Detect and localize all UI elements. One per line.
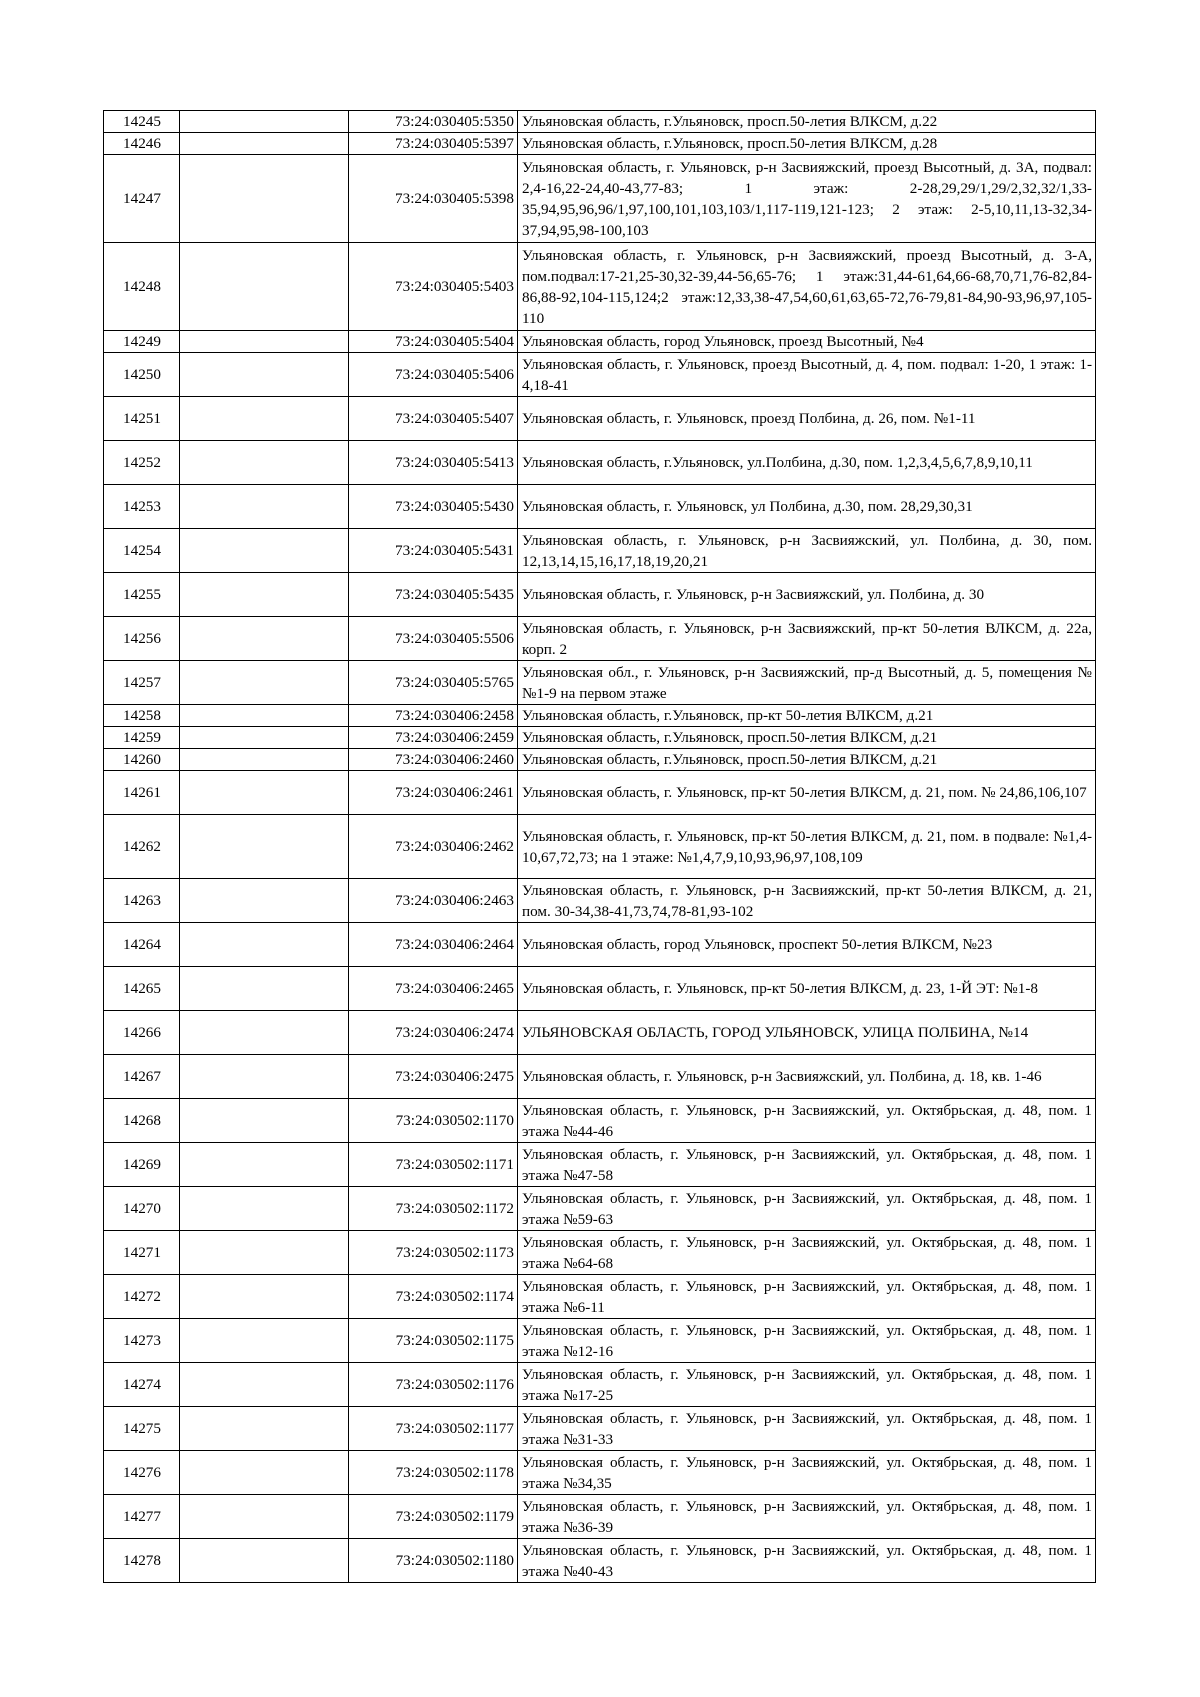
- row-number-cell: 14250: [104, 353, 180, 397]
- table-row: [104, 617, 1096, 661]
- cadastral-number-cell: 73:24:030405:5404: [349, 331, 518, 353]
- table-row: [104, 441, 1096, 485]
- address-cell: Ульяновская область, г. Ульяновск, р-н Засвияжский, ул. Полбина, д. 30, пом. 12,13,14,15,16,17,18,19,20,21: [518, 529, 1096, 573]
- cadastral-number-cell: 73:24:030406:2459: [349, 727, 518, 749]
- empty-cell: [180, 1011, 349, 1055]
- row-number-cell: 14277: [104, 1495, 180, 1539]
- table-row: [104, 1495, 1096, 1539]
- table-row: [104, 111, 1096, 133]
- cadastral-number-cell: 73:24:030502:1178: [349, 1451, 518, 1495]
- address-cell: Ульяновская область, г. Ульяновск, р-н Засвияжский, ул. Октябрьская, д. 48, пом. 1 этажа №12-16: [518, 1319, 1096, 1363]
- cadastral-number-cell: 73:24:030405:5350: [349, 111, 518, 133]
- address-cell: Ульяновская область, г.Ульяновск, просп.50-летия ВЛКСМ, д.22: [518, 111, 1096, 133]
- row-number-cell: 14245: [104, 111, 180, 133]
- empty-cell: [180, 397, 349, 441]
- table-row: [104, 1451, 1096, 1495]
- address-cell: Ульяновская область, г. Ульяновск, р-н Засвияжский, ул. Октябрьская, д. 48, пом. 1 этажа №31-33: [518, 1407, 1096, 1451]
- cadastral-number-cell: 73:24:030405:5398: [349, 155, 518, 243]
- empty-cell: [180, 923, 349, 967]
- cadastral-number-cell: 73:24:030406:2465: [349, 967, 518, 1011]
- table-row: [104, 923, 1096, 967]
- cadastral-number-cell: 73:24:030405:5765: [349, 661, 518, 705]
- row-number-cell: 14263: [104, 879, 180, 923]
- row-number-cell: 14274: [104, 1363, 180, 1407]
- empty-cell: [180, 727, 349, 749]
- empty-cell: [180, 441, 349, 485]
- empty-cell: [180, 529, 349, 573]
- table-row: [104, 353, 1096, 397]
- row-number-cell: 14251: [104, 397, 180, 441]
- address-cell: Ульяновская область, г. Ульяновск, р-н Засвияжский, проезд Высотный, д. 3-А, пом.подвал:17-21,25-30,32-39,44-56,65-76; 1 этаж:31,44-61,64,66-68,70,71,76-82,84-86,88-92,104-115,124;2 этаж:12,33,38-47,54,60,61,63,65-72,76-79,81-84,90-93,96,97,105-110: [518, 243, 1096, 331]
- address-cell: Ульяновская область, г. Ульяновск, р-н Засвияжский, ул. Октябрьская, д. 48, пом. 1 этажа №47-58: [518, 1143, 1096, 1187]
- cadastral-number-cell: 73:24:030406:2463: [349, 879, 518, 923]
- cadastral-number-cell: 73:24:030405:5413: [349, 441, 518, 485]
- address-cell: Ульяновская область, г. Ульяновск, р-н Засвияжский, ул. Октябрьская, д. 48, пом. 1 этажа №36-39: [518, 1495, 1096, 1539]
- row-number-cell: 14262: [104, 815, 180, 879]
- cadastral-number-cell: 73:24:030502:1172: [349, 1187, 518, 1231]
- row-number-cell: 14254: [104, 529, 180, 573]
- cadastral-number-cell: 73:24:030405:5406: [349, 353, 518, 397]
- row-number-cell: 14248: [104, 243, 180, 331]
- table-row: [104, 1319, 1096, 1363]
- cadastral-number-cell: 73:24:030405:5431: [349, 529, 518, 573]
- address-cell: Ульяновская область, г. Ульяновск, р-н Засвияжский, проезд Высотный, д. 3А, подвал: 2,4-16,22-24,40-43,77-83; 1 этаж: 2-28,29,29/1,29/2,32,32/1,33-35,94,95,96,96/1,97,100,101,103,103/1,117-119,121-123; 2 этаж: 2-5,10,11,13-32,34-37,94,95,98-100,103: [518, 155, 1096, 243]
- cadastral-number-cell: 73:24:030502:1175: [349, 1319, 518, 1363]
- table-row: [104, 1275, 1096, 1319]
- address-cell: Ульяновская область, г. Ульяновск, р-н Засвияжский, ул. Полбина, д. 30: [518, 573, 1096, 617]
- row-number-cell: 14260: [104, 749, 180, 771]
- address-cell: Ульяновская обл., г. Ульяновск, р-н Засвияжский, пр-д Высотный, д. 5, помещения №№1-9 на первом этаже: [518, 661, 1096, 705]
- table-row: [104, 529, 1096, 573]
- table-row: [104, 1187, 1096, 1231]
- cadastral-number-cell: 73:24:030406:2462: [349, 815, 518, 879]
- row-number-cell: 14247: [104, 155, 180, 243]
- address-cell: Ульяновская область, г. Ульяновск, р-н Засвияжский, ул. Октябрьская, д. 48, пом. 1 этажа №40-43: [518, 1539, 1096, 1583]
- empty-cell: [180, 705, 349, 727]
- address-cell: Ульяновская область, г. Ульяновск, р-н Засвияжский, ул. Октябрьская, д. 48, пом. 1 этажа №59-63: [518, 1187, 1096, 1231]
- cadastral-number-cell: 73:24:030502:1174: [349, 1275, 518, 1319]
- address-cell: Ульяновская область, г. Ульяновск, пр-кт 50-летия ВЛКСМ, д. 23, 1-Й ЭТ: №1-8: [518, 967, 1096, 1011]
- empty-cell: [180, 353, 349, 397]
- table-row: [104, 485, 1096, 529]
- address-cell: Ульяновская область, г. Ульяновск, р-н Засвияжский, ул. Октябрьская, д. 48, пом. 1 этажа №34,35: [518, 1451, 1096, 1495]
- address-cell: Ульяновская область, г. Ульяновск, р-н Засвияжский, ул. Октябрьская, д. 48, пом. 1 этажа №17-25: [518, 1363, 1096, 1407]
- cadastral-number-cell: 73:24:030502:1177: [349, 1407, 518, 1451]
- table-row: [104, 155, 1096, 243]
- empty-cell: [180, 1143, 349, 1187]
- row-number-cell: 14275: [104, 1407, 180, 1451]
- address-cell: Ульяновская область, г. Ульяновск, проезд Полбина, д. 26, пом. №1-11: [518, 397, 1096, 441]
- row-number-cell: 14272: [104, 1275, 180, 1319]
- address-cell: Ульяновская область, г.Ульяновск, просп.50-летия ВЛКСМ, д.21: [518, 727, 1096, 749]
- table-row: [104, 771, 1096, 815]
- table-row: [104, 1143, 1096, 1187]
- cadastral-number-cell: 73:24:030405:5397: [349, 133, 518, 155]
- empty-cell: [180, 1539, 349, 1583]
- empty-cell: [180, 879, 349, 923]
- table-row: [104, 879, 1096, 923]
- row-number-cell: 14269: [104, 1143, 180, 1187]
- row-number-cell: 14273: [104, 1319, 180, 1363]
- row-number-cell: 14270: [104, 1187, 180, 1231]
- address-cell: Ульяновская область, г.Ульяновск, пр-кт 50-летия ВЛКСМ, д.21: [518, 705, 1096, 727]
- cadastral-number-cell: 73:24:030406:2458: [349, 705, 518, 727]
- row-number-cell: 14276: [104, 1451, 180, 1495]
- cadastral-number-cell: 73:24:030405:5435: [349, 573, 518, 617]
- cadastral-number-cell: 73:24:030502:1179: [349, 1495, 518, 1539]
- table-row: [104, 573, 1096, 617]
- empty-cell: [180, 1495, 349, 1539]
- address-cell: Ульяновская область, г. Ульяновск, пр-кт 50-летия ВЛКСМ, д. 21, пом. № 24,86,106,107: [518, 771, 1096, 815]
- cadastral-number-cell: 73:24:030502:1170: [349, 1099, 518, 1143]
- address-cell: Ульяновская область, г. Ульяновск, р-н Засвияжский, пр-кт 50-летия ВЛКСМ, д. 21, пом. 30-34,38-41,73,74,78-81,93-102: [518, 879, 1096, 923]
- address-cell: Ульяновская область, г. Ульяновск, ул Полбина, д.30, пом. 28,29,30,31: [518, 485, 1096, 529]
- empty-cell: [180, 573, 349, 617]
- address-cell: Ульяновская область, г.Ульяновск, просп.50-летия ВЛКСМ, д.28: [518, 133, 1096, 155]
- cadastral-number-cell: 73:24:030406:2460: [349, 749, 518, 771]
- empty-cell: [180, 331, 349, 353]
- row-number-cell: 14253: [104, 485, 180, 529]
- cadastral-number-cell: 73:24:030405:5506: [349, 617, 518, 661]
- table-row: [104, 815, 1096, 879]
- address-cell: Ульяновская область, г. Ульяновск, пр-кт 50-летия ВЛКСМ, д. 21, пом. в подвале: №1,4-10,67,72,73; на 1 этаже: №1,4,7,9,10,93,96,97,108,109: [518, 815, 1096, 879]
- empty-cell: [180, 1187, 349, 1231]
- table-row: [104, 243, 1096, 331]
- table-row: [104, 1363, 1096, 1407]
- row-number-cell: 14252: [104, 441, 180, 485]
- table-row: [104, 397, 1096, 441]
- cadastral-number-cell: 73:24:030405:5430: [349, 485, 518, 529]
- cadastral-number-cell: 73:24:030406:2464: [349, 923, 518, 967]
- cadastral-number-cell: 73:24:030502:1180: [349, 1539, 518, 1583]
- table-row: [104, 705, 1096, 727]
- address-cell: Ульяновская область, г.Ульяновск, ул.Полбина, д.30, пом. 1,2,3,4,5,6,7,8,9,10,11: [518, 441, 1096, 485]
- empty-cell: [180, 1055, 349, 1099]
- row-number-cell: 14257: [104, 661, 180, 705]
- table-body: [104, 111, 1096, 1583]
- table-row: [104, 331, 1096, 353]
- row-number-cell: 14265: [104, 967, 180, 1011]
- table-row: [104, 749, 1096, 771]
- address-cell: Ульяновская область, г. Ульяновск, р-н Засвияжский, пр-кт 50-летия ВЛКСМ, д. 22а, корп. 2: [518, 617, 1096, 661]
- empty-cell: [180, 1275, 349, 1319]
- row-number-cell: 14261: [104, 771, 180, 815]
- address-cell: Ульяновская область, г.Ульяновск, просп.50-летия ВЛКСМ, д.21: [518, 749, 1096, 771]
- property-registry-table: [103, 110, 1096, 1583]
- empty-cell: [180, 1231, 349, 1275]
- table-row: [104, 661, 1096, 705]
- empty-cell: [180, 815, 349, 879]
- row-number-cell: 14268: [104, 1099, 180, 1143]
- address-cell: Ульяновская область, город Ульяновск, проспект 50-летия ВЛКСМ, №23: [518, 923, 1096, 967]
- address-cell: Ульяновская область, г. Ульяновск, р-н Засвияжский, ул. Октябрьская, д. 48, пом. 1 этажа №6-11: [518, 1275, 1096, 1319]
- empty-cell: [180, 661, 349, 705]
- address-cell: Ульяновская область, г. Ульяновск, проезд Высотный, д. 4, пом. подвал: 1-20, 1 этаж: 1-4,18-41: [518, 353, 1096, 397]
- row-number-cell: 14255: [104, 573, 180, 617]
- row-number-cell: 14256: [104, 617, 180, 661]
- cadastral-number-cell: 73:24:030405:5407: [349, 397, 518, 441]
- table-row: [104, 1539, 1096, 1583]
- empty-cell: [180, 771, 349, 815]
- empty-cell: [180, 243, 349, 331]
- empty-cell: [180, 155, 349, 243]
- cadastral-number-cell: 73:24:030502:1176: [349, 1363, 518, 1407]
- table-row: [104, 1407, 1096, 1451]
- cadastral-number-cell: 73:24:030502:1171: [349, 1143, 518, 1187]
- empty-cell: [180, 1407, 349, 1451]
- address-cell: УЛЬЯНОВСКАЯ ОБЛАСТЬ, ГОРОД УЛЬЯНОВСК, УЛИЦА ПОЛБИНА, №14: [518, 1011, 1096, 1055]
- table-row: [104, 967, 1096, 1011]
- table-row: [104, 133, 1096, 155]
- table-row: [104, 1055, 1096, 1099]
- row-number-cell: 14259: [104, 727, 180, 749]
- cadastral-number-cell: 73:24:030406:2474: [349, 1011, 518, 1055]
- empty-cell: [180, 1099, 349, 1143]
- row-number-cell: 14278: [104, 1539, 180, 1583]
- empty-cell: [180, 967, 349, 1011]
- row-number-cell: 14246: [104, 133, 180, 155]
- empty-cell: [180, 111, 349, 133]
- address-cell: Ульяновская область, г. Ульяновск, р-н Засвияжский, ул. Октябрьская, д. 48, пом. 1 этажа №44-46: [518, 1099, 1096, 1143]
- row-number-cell: 14271: [104, 1231, 180, 1275]
- table-row: [104, 1099, 1096, 1143]
- table-row: [104, 727, 1096, 749]
- empty-cell: [180, 1363, 349, 1407]
- row-number-cell: 14258: [104, 705, 180, 727]
- empty-cell: [180, 1451, 349, 1495]
- empty-cell: [180, 617, 349, 661]
- cadastral-number-cell: 73:24:030406:2461: [349, 771, 518, 815]
- address-cell: Ульяновская область, город Ульяновск, проезд Высотный, №4: [518, 331, 1096, 353]
- table-row: [104, 1231, 1096, 1275]
- cadastral-number-cell: 73:24:030405:5403: [349, 243, 518, 331]
- empty-cell: [180, 133, 349, 155]
- row-number-cell: 14267: [104, 1055, 180, 1099]
- empty-cell: [180, 485, 349, 529]
- cadastral-number-cell: 73:24:030502:1173: [349, 1231, 518, 1275]
- address-cell: Ульяновская область, г. Ульяновск, р-н Засвияжский, ул. Полбина, д. 18, кв. 1-46: [518, 1055, 1096, 1099]
- cadastral-number-cell: 73:24:030406:2475: [349, 1055, 518, 1099]
- address-cell: Ульяновская область, г. Ульяновск, р-н Засвияжский, ул. Октябрьская, д. 48, пом. 1 этажа №64-68: [518, 1231, 1096, 1275]
- row-number-cell: 14266: [104, 1011, 180, 1055]
- table-row: [104, 1011, 1096, 1055]
- empty-cell: [180, 749, 349, 771]
- row-number-cell: 14264: [104, 923, 180, 967]
- empty-cell: [180, 1319, 349, 1363]
- row-number-cell: 14249: [104, 331, 180, 353]
